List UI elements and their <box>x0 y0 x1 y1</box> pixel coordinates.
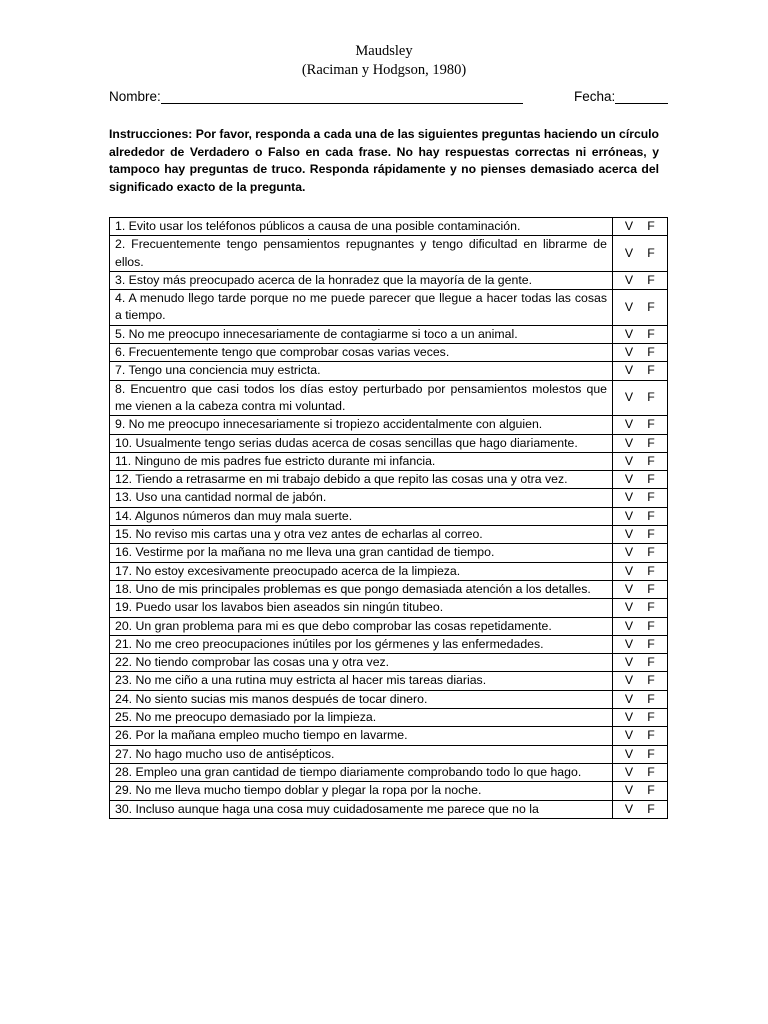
document-header <box>0 42 768 80</box>
question-text: 13. Uso una cantidad normal de jabón. <box>110 489 613 507</box>
question-row <box>110 471 668 489</box>
answer-options <box>613 782 668 800</box>
questions-table <box>109 217 668 819</box>
question-row <box>110 727 668 745</box>
question-row <box>110 362 668 380</box>
nombre-field[interactable] <box>109 88 523 104</box>
answer-options <box>613 471 668 489</box>
option-false[interactable]: F <box>647 581 655 596</box>
option-true[interactable]: V <box>624 636 634 651</box>
option-false[interactable]: F <box>647 435 655 450</box>
question-row <box>110 489 668 507</box>
option-true[interactable]: V <box>624 527 634 542</box>
option-true[interactable]: V <box>624 508 634 523</box>
answer-options <box>613 800 668 818</box>
question-row <box>110 290 668 326</box>
question-text: 2. Frecuentemente tengo pensamientos repugnantes y tengo dificultad en librarme de ellos. <box>110 236 613 272</box>
question-text: 7. Tengo una conciencia muy estricta. <box>110 362 613 380</box>
question-row <box>110 271 668 289</box>
question-text: 15. No reviso mis cartas una y otra vez antes de echarlas al correo. <box>110 526 613 544</box>
question-row <box>110 380 668 416</box>
question-row <box>110 617 668 635</box>
option-false[interactable]: F <box>647 453 655 468</box>
question-text: 18. Uno de mis principales problemas es que pongo demasiada atención a los detalles. <box>110 580 613 598</box>
question-text: 19. Puedo usar los lavabos bien aseados sin ningún titubeo. <box>110 599 613 617</box>
option-false[interactable]: F <box>647 746 655 761</box>
option-true[interactable]: V <box>624 655 634 670</box>
answer-options <box>613 507 668 525</box>
option-false[interactable]: F <box>647 563 655 578</box>
question-text: 6. Frecuentemente tengo que comprobar cosas varias veces. <box>110 344 613 362</box>
option-true[interactable]: V <box>624 219 634 233</box>
fecha-label: Fecha: <box>574 89 616 104</box>
question-row <box>110 763 668 781</box>
option-false[interactable]: F <box>647 219 655 233</box>
option-false[interactable]: F <box>647 764 655 779</box>
answer-options <box>613 745 668 763</box>
question-text: 11. Ninguno de mis padres fue estricto durante mi infancia. <box>110 452 613 470</box>
answer-options <box>613 709 668 727</box>
answer-options <box>613 654 668 672</box>
option-false[interactable]: F <box>647 673 655 688</box>
option-true[interactable]: V <box>624 764 634 779</box>
question-text: 20. Un gran problema para mi es que debo comprobar las cosas repetidamente. <box>110 617 613 635</box>
option-false[interactable]: F <box>647 600 655 615</box>
question-row <box>110 434 668 452</box>
question-row <box>110 452 668 470</box>
option-true[interactable]: V <box>624 345 634 360</box>
option-true[interactable]: V <box>624 390 634 405</box>
option-true[interactable]: V <box>624 363 634 378</box>
option-false[interactable]: F <box>647 545 655 560</box>
answer-options <box>613 489 668 507</box>
option-false[interactable]: F <box>647 490 655 505</box>
document-subtitle: (Raciman y Hodgson, 1980) <box>301 62 467 78</box>
question-row <box>110 599 668 617</box>
option-false[interactable]: F <box>647 783 655 798</box>
option-false[interactable]: F <box>647 710 655 725</box>
question-row <box>110 325 668 343</box>
answer-options <box>613 325 668 343</box>
option-true[interactable]: V <box>624 618 634 633</box>
question-text: 14. Algunos números dan muy mala suerte. <box>110 507 613 525</box>
answer-options <box>613 416 668 434</box>
question-row <box>110 672 668 690</box>
question-row <box>110 745 668 763</box>
question-text: 1. Evito usar los teléfonos públicos a causa de una posible contaminación. <box>110 218 613 236</box>
option-true[interactable]: V <box>624 326 634 341</box>
option-true[interactable]: V <box>624 245 634 260</box>
option-false[interactable]: F <box>647 472 655 487</box>
question-text: 22. No tiendo comprobar las cosas una y otra vez. <box>110 654 613 672</box>
option-true[interactable]: V <box>624 563 634 578</box>
answer-options <box>613 562 668 580</box>
question-text: 4. A menudo llego tarde porque no me puede parecer que llegue a hacer todas las cosas a tiempo. <box>110 290 613 326</box>
option-false[interactable]: F <box>647 801 655 816</box>
answer-options <box>613 452 668 470</box>
question-text: 3. Estoy más preocupado acerca de la honradez que la mayoría de la gente. <box>110 271 613 289</box>
question-text: 29. No me lleva mucho tiempo doblar y plegar la ropa por la noche. <box>110 782 613 800</box>
question-row <box>110 782 668 800</box>
answer-options <box>613 344 668 362</box>
option-false[interactable]: F <box>647 390 655 405</box>
fecha-field[interactable] <box>574 88 668 104</box>
option-true[interactable]: V <box>624 691 634 706</box>
answer-options <box>613 672 668 690</box>
option-false[interactable]: F <box>647 508 655 523</box>
option-true[interactable]: V <box>624 801 634 816</box>
answer-options <box>613 580 668 598</box>
question-row <box>110 507 668 525</box>
answer-options <box>613 599 668 617</box>
question-text: 24. No siento sucias mis manos después de tocar dinero. <box>110 690 613 708</box>
question-text: 17. No estoy excesivamente preocupado acerca de la limpieza. <box>110 562 613 580</box>
option-false[interactable]: F <box>647 345 655 360</box>
question-row <box>110 544 668 562</box>
question-text: 5. No me preocupo innecesariamente de contagiarme si toco a un animal. <box>110 325 613 343</box>
fecha-blank-line[interactable] <box>615 88 668 104</box>
option-true[interactable]: V <box>624 581 634 596</box>
option-false[interactable]: F <box>647 655 655 670</box>
option-false[interactable]: F <box>647 691 655 706</box>
answer-options <box>613 635 668 653</box>
question-text: 30. Incluso aunque haga una cosa muy cuidadosamente me parece que no la <box>110 800 613 818</box>
option-true[interactable]: V <box>624 272 634 287</box>
question-text: 16. Vestirme por la mañana no me lleva una gran cantidad de tiempo. <box>110 544 613 562</box>
answer-options <box>613 271 668 289</box>
option-true[interactable]: V <box>624 746 634 761</box>
question-text: 9. No me preocupo innecesariamente si tropiezo accidentalmente con alguien. <box>110 416 613 434</box>
question-text: 25. No me preocupo demasiado por la limpieza. <box>110 709 613 727</box>
answer-options <box>613 690 668 708</box>
answer-options <box>613 526 668 544</box>
question-row <box>110 562 668 580</box>
question-text: 27. No hago mucho uso de antisépticos. <box>110 745 613 763</box>
answer-options <box>613 617 668 635</box>
question-text: 12. Tiendo a retrasarme en mi trabajo debido a que repito las cosas una y otra vez. <box>110 471 613 489</box>
question-row <box>110 236 668 272</box>
answer-options <box>613 290 668 326</box>
option-false[interactable]: F <box>647 417 655 432</box>
question-row <box>110 690 668 708</box>
question-text: 28. Empleo una gran cantidad de tiempo diariamente comprobando todo lo que hago. <box>110 763 613 781</box>
question-row <box>110 800 668 818</box>
question-text: 8. Encuentro que casi todos los días estoy perturbado por pensamientos molestos que me vienen a la cabeza contra mi voluntad. <box>110 380 613 416</box>
answer-options <box>613 434 668 452</box>
option-false[interactable]: F <box>647 272 655 287</box>
option-false[interactable]: F <box>647 363 655 378</box>
option-true[interactable]: V <box>624 435 634 450</box>
option-true[interactable]: V <box>624 545 634 560</box>
question-text: 10. Usualmente tengo serias dudas acerca de cosas sencillas que hago diariamente. <box>110 434 613 452</box>
question-row <box>110 635 668 653</box>
document-title: Maudsley <box>355 43 413 59</box>
option-true[interactable]: V <box>624 600 634 615</box>
answer-options <box>613 236 668 272</box>
respondent-fields <box>109 88 667 106</box>
question-row <box>110 580 668 598</box>
option-true[interactable]: V <box>624 710 634 725</box>
option-false[interactable]: F <box>647 728 655 743</box>
question-row <box>110 416 668 434</box>
question-row <box>110 654 668 672</box>
option-false[interactable]: F <box>647 326 655 341</box>
question-text: 21. No me creo preocupaciones inútiles por los gérmenes y las enfermedades. <box>110 635 613 653</box>
option-false[interactable]: F <box>647 245 655 260</box>
question-row <box>110 344 668 362</box>
option-true[interactable]: V <box>624 453 634 468</box>
question-row <box>110 709 668 727</box>
question-text: 23. No me ciño a una rutina muy estricta al hacer mis tareas diarias. <box>110 672 613 690</box>
nombre-label: Nombre: <box>109 89 161 104</box>
answer-options <box>613 544 668 562</box>
instructions-paragraph: Instrucciones: Por favor, responda a cada una de las siguientes preguntas haciendo un círculo alrededor de Verdadero o Falso en cada frase. No hay respuestas correctas ni erróneas, y tampoco hay preguntas de truco. Responda rápidamente y no pienses demasiado acerca del significado exacto de la pregunta. <box>109 127 659 194</box>
answer-options <box>613 727 668 745</box>
nombre-blank-line[interactable] <box>161 88 523 104</box>
option-false[interactable]: F <box>647 618 655 633</box>
option-true[interactable]: V <box>624 472 634 487</box>
question-row <box>110 526 668 544</box>
question-row <box>110 218 668 236</box>
option-false[interactable]: F <box>647 636 655 651</box>
answer-options <box>613 362 668 380</box>
answer-options <box>613 218 668 236</box>
option-true[interactable]: V <box>624 299 634 314</box>
option-true[interactable]: V <box>624 417 634 432</box>
answer-options <box>613 380 668 416</box>
option-false[interactable]: F <box>647 527 655 542</box>
option-true[interactable]: V <box>624 490 634 505</box>
answer-options <box>613 763 668 781</box>
option-true[interactable]: V <box>624 728 634 743</box>
question-text: 26. Por la mañana empleo mucho tiempo en lavarme. <box>110 727 613 745</box>
option-false[interactable]: F <box>647 299 655 314</box>
option-true[interactable]: V <box>624 673 634 688</box>
option-true[interactable]: V <box>624 783 634 798</box>
